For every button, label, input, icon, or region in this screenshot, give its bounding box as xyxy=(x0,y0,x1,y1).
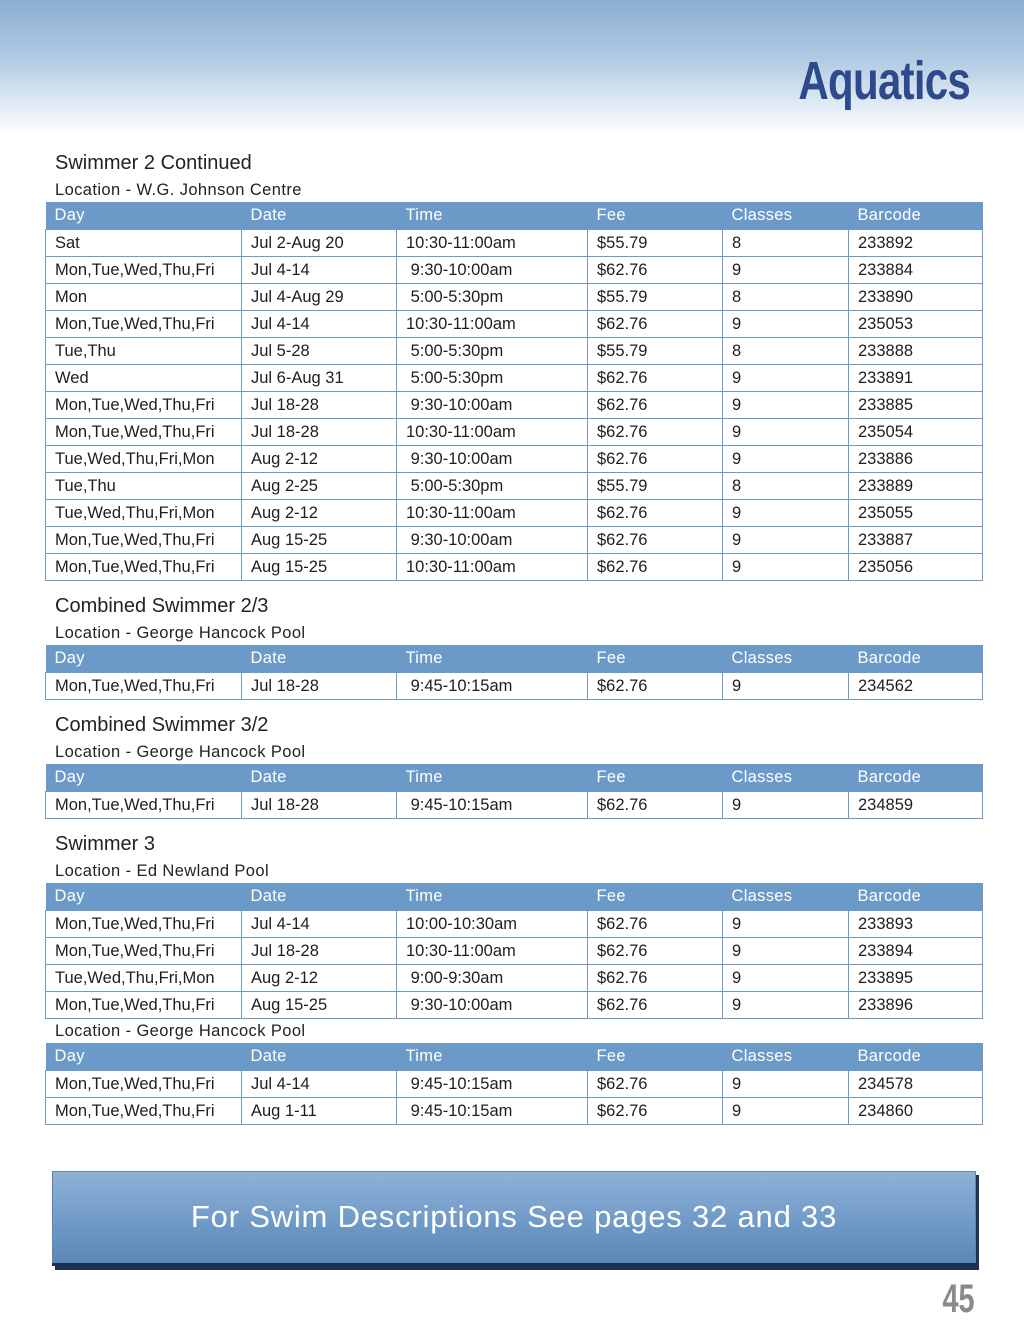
page-number: 45 xyxy=(941,1277,974,1321)
cell-classes: 9 xyxy=(723,1098,849,1125)
table-row xyxy=(46,311,983,338)
cell-time: 9:30-10:00am xyxy=(397,527,588,554)
cell-barcode: 235056 xyxy=(849,554,983,581)
cell-date: Jul 18-28 xyxy=(242,392,397,419)
cell-date: Aug 15-25 xyxy=(242,554,397,581)
cell-barcode: 234562 xyxy=(849,673,983,700)
column-header-time: Time xyxy=(397,1043,588,1071)
cell-classes: 9 xyxy=(723,965,849,992)
column-header-time: Time xyxy=(397,202,588,230)
banner-text: For Swim Descriptions See pages 32 and 33 xyxy=(190,1199,838,1234)
table-row xyxy=(46,338,983,365)
schedule-table xyxy=(45,883,983,1019)
cell-fee: $62.76 xyxy=(588,938,723,965)
column-header-date: Date xyxy=(242,883,397,911)
cell-classes: 9 xyxy=(723,992,849,1019)
cell-day: Mon,Tue,Wed,Thu,Fri xyxy=(46,911,242,938)
cell-barcode: 233890 xyxy=(849,284,983,311)
table-row xyxy=(46,284,983,311)
table-row xyxy=(46,500,983,527)
section-title: Combined Swimmer 2/3 xyxy=(55,595,269,617)
cell-barcode: 233885 xyxy=(849,392,983,419)
cell-time: 10:30-11:00am xyxy=(397,230,588,257)
table-row xyxy=(46,938,983,965)
cell-day: Mon,Tue,Wed,Thu,Fri xyxy=(46,792,242,819)
cell-date: Jul 5-28 xyxy=(242,338,397,365)
column-header-day: Day xyxy=(46,645,242,673)
column-header-day: Day xyxy=(46,764,242,792)
column-header-day: Day xyxy=(46,202,242,230)
cell-classes: 9 xyxy=(723,1071,849,1098)
cell-fee: $55.79 xyxy=(588,338,723,365)
cell-barcode: 233886 xyxy=(849,446,983,473)
column-header-classes: Classes xyxy=(723,645,849,673)
page-title: Aquatics xyxy=(798,51,970,111)
cell-barcode: 235055 xyxy=(849,500,983,527)
cell-fee: $62.76 xyxy=(588,1071,723,1098)
column-header-date: Date xyxy=(242,645,397,673)
cell-classes: 9 xyxy=(723,527,849,554)
cell-day: Mon,Tue,Wed,Thu,Fri xyxy=(46,1098,242,1125)
cell-barcode: 233895 xyxy=(849,965,983,992)
cell-day: Mon xyxy=(46,284,242,311)
cell-day: Sat xyxy=(46,230,242,257)
cell-date: Aug 15-25 xyxy=(242,992,397,1019)
cell-date: Aug 2-25 xyxy=(242,473,397,500)
cell-time: 9:45-10:15am xyxy=(397,1098,588,1125)
swim-descriptions-banner xyxy=(52,1171,976,1266)
column-header-barcode: Barcode xyxy=(849,645,983,673)
table-row xyxy=(46,965,983,992)
cell-barcode: 233893 xyxy=(849,911,983,938)
table-header-row xyxy=(46,1043,983,1071)
column-header-day: Day xyxy=(46,1043,242,1071)
location-label: Location - George Hancock Pool xyxy=(55,624,306,642)
cell-day: Wed xyxy=(46,365,242,392)
table-header-row xyxy=(46,202,983,230)
location-label: Location - George Hancock Pool xyxy=(55,743,306,761)
cell-classes: 8 xyxy=(723,338,849,365)
cell-date: Jul 2-Aug 20 xyxy=(242,230,397,257)
cell-date: Jul 4-Aug 29 xyxy=(242,284,397,311)
cell-classes: 9 xyxy=(723,673,849,700)
cell-classes: 9 xyxy=(723,365,849,392)
cell-classes: 9 xyxy=(723,911,849,938)
section-gap xyxy=(45,700,982,710)
cell-time: 5:00-5:30pm xyxy=(397,338,588,365)
cell-barcode: 233888 xyxy=(849,338,983,365)
cell-day: Mon,Tue,Wed,Thu,Fri xyxy=(46,257,242,284)
table-header-row xyxy=(46,645,983,673)
cell-classes: 8 xyxy=(723,284,849,311)
table-row xyxy=(46,1071,983,1098)
cell-fee: $62.76 xyxy=(588,527,723,554)
cell-date: Aug 1-11 xyxy=(242,1098,397,1125)
column-header-date: Date xyxy=(242,1043,397,1071)
cell-barcode: 233887 xyxy=(849,527,983,554)
table-row xyxy=(46,473,983,500)
table-header-row xyxy=(46,883,983,911)
column-header-barcode: Barcode xyxy=(849,764,983,792)
cell-time: 10:00-10:30am xyxy=(397,911,588,938)
cell-date: Jul 18-28 xyxy=(242,792,397,819)
cell-date: Jul 6-Aug 31 xyxy=(242,365,397,392)
cell-barcode: 235053 xyxy=(849,311,983,338)
column-header-classes: Classes xyxy=(723,1043,849,1071)
cell-time: 9:30-10:00am xyxy=(397,446,588,473)
cell-time: 10:30-11:00am xyxy=(397,554,588,581)
cell-day: Mon,Tue,Wed,Thu,Fri xyxy=(46,992,242,1019)
schedule-table xyxy=(45,1043,983,1125)
table-row xyxy=(46,1098,983,1125)
cell-date: Aug 2-12 xyxy=(242,965,397,992)
column-header-fee: Fee xyxy=(588,1043,723,1071)
cell-date: Aug 2-12 xyxy=(242,446,397,473)
column-header-classes: Classes xyxy=(723,764,849,792)
table-row xyxy=(46,446,983,473)
cell-classes: 9 xyxy=(723,419,849,446)
cell-barcode: 234860 xyxy=(849,1098,983,1125)
cell-time: 9:30-10:00am xyxy=(397,257,588,284)
cell-time: 10:30-11:00am xyxy=(397,419,588,446)
cell-classes: 9 xyxy=(723,392,849,419)
cell-time: 10:30-11:00am xyxy=(397,938,588,965)
table-row xyxy=(46,392,983,419)
cell-day: Mon,Tue,Wed,Thu,Fri xyxy=(46,673,242,700)
cell-day: Tue,Wed,Thu,Fri,Mon xyxy=(46,446,242,473)
cell-day: Mon,Tue,Wed,Thu,Fri xyxy=(46,554,242,581)
column-header-fee: Fee xyxy=(588,645,723,673)
cell-date: Jul 4-14 xyxy=(242,311,397,338)
cell-classes: 9 xyxy=(723,500,849,527)
table-header-row xyxy=(46,764,983,792)
cell-barcode: 233884 xyxy=(849,257,983,284)
cell-date: Aug 15-25 xyxy=(242,527,397,554)
cell-barcode: 234578 xyxy=(849,1071,983,1098)
column-header-barcode: Barcode xyxy=(849,883,983,911)
cell-barcode: 233892 xyxy=(849,230,983,257)
cell-classes: 9 xyxy=(723,311,849,338)
cell-barcode: 233891 xyxy=(849,365,983,392)
cell-time: 10:30-11:00am xyxy=(397,500,588,527)
table-row xyxy=(46,673,983,700)
cell-date: Jul 18-28 xyxy=(242,938,397,965)
location-label: Location - Ed Newland Pool xyxy=(55,862,270,880)
cell-barcode: 233896 xyxy=(849,992,983,1019)
cell-time: 5:00-5:30pm xyxy=(397,284,588,311)
cell-fee: $62.76 xyxy=(588,911,723,938)
cell-date: Aug 2-12 xyxy=(242,500,397,527)
cell-date: Jul 4-14 xyxy=(242,911,397,938)
cell-fee: $62.76 xyxy=(588,992,723,1019)
column-header-barcode: Barcode xyxy=(849,1043,983,1071)
column-header-barcode: Barcode xyxy=(849,202,983,230)
schedule-table xyxy=(45,764,983,819)
cell-fee: $62.76 xyxy=(588,257,723,284)
cell-time: 9:45-10:15am xyxy=(397,1071,588,1098)
cell-fee: $62.76 xyxy=(588,365,723,392)
cell-fee: $62.76 xyxy=(588,419,723,446)
cell-time: 9:45-10:15am xyxy=(397,792,588,819)
cell-time: 9:30-10:00am xyxy=(397,392,588,419)
section-title: Swimmer 3 xyxy=(55,833,156,855)
cell-fee: $62.76 xyxy=(588,500,723,527)
cell-barcode: 235054 xyxy=(849,419,983,446)
location-label: Location - George Hancock Pool xyxy=(55,1022,306,1040)
cell-fee: $62.76 xyxy=(588,1098,723,1125)
cell-day: Mon,Tue,Wed,Thu,Fri xyxy=(46,938,242,965)
cell-barcode: 233894 xyxy=(849,938,983,965)
cell-fee: $55.79 xyxy=(588,230,723,257)
column-header-fee: Fee xyxy=(588,202,723,230)
cell-day: Mon,Tue,Wed,Thu,Fri xyxy=(46,392,242,419)
cell-date: Jul 18-28 xyxy=(242,673,397,700)
cell-time: 5:00-5:30pm xyxy=(397,473,588,500)
table-row xyxy=(46,527,983,554)
cell-classes: 9 xyxy=(723,554,849,581)
cell-fee: $62.76 xyxy=(588,446,723,473)
cell-fee: $55.79 xyxy=(588,473,723,500)
column-header-fee: Fee xyxy=(588,883,723,911)
column-header-fee: Fee xyxy=(588,764,723,792)
cell-classes: 9 xyxy=(723,938,849,965)
location-label: Location - W.G. Johnson Centre xyxy=(55,181,302,199)
cell-fee: $62.76 xyxy=(588,392,723,419)
cell-day: Mon,Tue,Wed,Thu,Fri xyxy=(46,311,242,338)
column-header-time: Time xyxy=(397,645,588,673)
column-header-date: Date xyxy=(242,202,397,230)
cell-fee: $62.76 xyxy=(588,965,723,992)
table-row xyxy=(46,992,983,1019)
schedule-content xyxy=(45,148,982,1125)
table-row xyxy=(46,365,983,392)
cell-classes: 9 xyxy=(723,257,849,284)
section-title: Combined Swimmer 3/2 xyxy=(55,714,269,736)
column-header-day: Day xyxy=(46,883,242,911)
column-header-time: Time xyxy=(397,764,588,792)
cell-date: Jul 4-14 xyxy=(242,257,397,284)
table-row xyxy=(46,554,983,581)
column-header-classes: Classes xyxy=(723,883,849,911)
cell-fee: $62.76 xyxy=(588,554,723,581)
cell-day: Tue,Wed,Thu,Fri,Mon xyxy=(46,965,242,992)
schedule-table xyxy=(45,645,983,700)
cell-time: 9:45-10:15am xyxy=(397,673,588,700)
cell-fee: $62.76 xyxy=(588,673,723,700)
cell-fee: $62.76 xyxy=(588,311,723,338)
column-header-classes: Classes xyxy=(723,202,849,230)
cell-classes: 9 xyxy=(723,792,849,819)
section-title: Swimmer 2 Continued xyxy=(55,152,252,174)
cell-fee: $62.76 xyxy=(588,792,723,819)
cell-date: Jul 4-14 xyxy=(242,1071,397,1098)
column-header-time: Time xyxy=(397,883,588,911)
section-gap xyxy=(45,581,982,591)
cell-day: Mon,Tue,Wed,Thu,Fri xyxy=(46,527,242,554)
table-row xyxy=(46,911,983,938)
cell-day: Mon,Tue,Wed,Thu,Fri xyxy=(46,1071,242,1098)
cell-classes: 8 xyxy=(723,473,849,500)
cell-classes: 8 xyxy=(723,230,849,257)
cell-time: 10:30-11:00am xyxy=(397,311,588,338)
table-row xyxy=(46,792,983,819)
table-row xyxy=(46,257,983,284)
cell-time: 5:00-5:30pm xyxy=(397,365,588,392)
cell-barcode: 233889 xyxy=(849,473,983,500)
cell-fee: $55.79 xyxy=(588,284,723,311)
column-header-date: Date xyxy=(242,764,397,792)
cell-day: Tue,Thu xyxy=(46,338,242,365)
table-row xyxy=(46,230,983,257)
cell-day: Tue,Thu xyxy=(46,473,242,500)
cell-classes: 9 xyxy=(723,446,849,473)
cell-day: Tue,Wed,Thu,Fri,Mon xyxy=(46,500,242,527)
cell-time: 9:00-9:30am xyxy=(397,965,588,992)
cell-time: 9:30-10:00am xyxy=(397,992,588,1019)
cell-date: Jul 18-28 xyxy=(242,419,397,446)
schedule-table xyxy=(45,202,983,581)
cell-day: Mon,Tue,Wed,Thu,Fri xyxy=(46,419,242,446)
cell-barcode: 234859 xyxy=(849,792,983,819)
table-row xyxy=(46,419,983,446)
section-gap xyxy=(45,819,982,829)
